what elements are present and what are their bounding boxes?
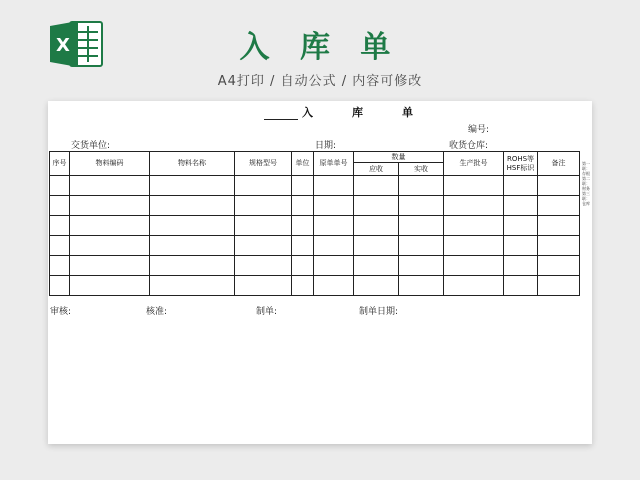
table-cell[interactable] — [538, 216, 580, 236]
header-name: 物料名称 — [150, 152, 235, 176]
table-cell[interactable] — [314, 216, 354, 236]
form-title-text: 入 库 单 — [302, 106, 427, 119]
table-cell[interactable] — [314, 176, 354, 196]
table-cell[interactable] — [354, 256, 399, 276]
table-row — [50, 236, 580, 256]
table-cell[interactable] — [504, 196, 538, 216]
table-row — [50, 196, 580, 216]
table-cell[interactable] — [538, 256, 580, 276]
table-cell[interactable] — [292, 176, 314, 196]
table-cell[interactable] — [399, 256, 444, 276]
table-cell[interactable] — [399, 276, 444, 296]
table-cell[interactable] — [235, 236, 292, 256]
date-label: 日期: — [315, 141, 337, 151]
table-cell[interactable] — [70, 176, 150, 196]
table-cell[interactable] — [538, 196, 580, 216]
table-cell[interactable] — [235, 176, 292, 196]
table-cell[interactable] — [444, 216, 504, 236]
header-unit: 单位 — [292, 152, 314, 176]
table-cell[interactable] — [292, 196, 314, 216]
table-cell[interactable] — [444, 176, 504, 196]
header-seq: 序号 — [50, 152, 70, 176]
header-orig-no: 原单单号 — [314, 152, 354, 176]
footer-approve-label: 核准: — [146, 307, 168, 317]
table-cell[interactable] — [70, 256, 150, 276]
table-cell[interactable] — [399, 216, 444, 236]
banner-title: 入 库 单 — [239, 30, 401, 65]
table-cell[interactable] — [399, 176, 444, 196]
inventory-table — [49, 151, 580, 296]
form-title — [264, 104, 427, 120]
table-cell[interactable] — [504, 176, 538, 196]
header-batch: 生产批号 — [444, 152, 504, 176]
table-cell[interactable] — [538, 176, 580, 196]
table-cell[interactable] — [354, 176, 399, 196]
table-cell[interactable] — [292, 256, 314, 276]
table-cell[interactable] — [504, 276, 538, 296]
table-cell[interactable] — [314, 196, 354, 216]
table-cell[interactable] — [444, 276, 504, 296]
table-cell[interactable] — [399, 236, 444, 256]
copy-distribution-note: 第一联：存根 第二联：财务 第三联：仓库 — [582, 161, 590, 206]
table-cell[interactable] — [444, 196, 504, 216]
table-cell[interactable] — [50, 236, 70, 256]
footer-make-date-label: 制单日期: — [359, 307, 399, 317]
table-cell[interactable] — [150, 276, 235, 296]
table-cell[interactable] — [538, 236, 580, 256]
header-qty: 数量 — [354, 152, 444, 163]
table-cell[interactable] — [354, 196, 399, 216]
table-cell[interactable] — [235, 256, 292, 276]
table-cell[interactable] — [504, 216, 538, 236]
table-cell[interactable] — [399, 196, 444, 216]
table-cell[interactable] — [50, 176, 70, 196]
table-cell[interactable] — [50, 256, 70, 276]
table-cell[interactable] — [150, 256, 235, 276]
header-qty-due: 应收 — [354, 163, 399, 176]
header-remark: 备注 — [538, 152, 580, 176]
table-cell[interactable] — [150, 216, 235, 236]
table-row — [50, 176, 580, 196]
table-row — [50, 216, 580, 236]
table-cell[interactable] — [70, 236, 150, 256]
table-cell[interactable] — [314, 276, 354, 296]
table-cell[interactable] — [314, 236, 354, 256]
table-cell[interactable] — [354, 236, 399, 256]
header-rohs: ROHS等HSF标识 — [504, 152, 538, 176]
table-row — [50, 276, 580, 296]
table-cell[interactable] — [50, 196, 70, 216]
footer-review-label: 审核: — [50, 307, 72, 317]
header-qty-actual: 实收 — [399, 163, 444, 176]
table-cell[interactable] — [504, 236, 538, 256]
table-row — [50, 256, 580, 276]
table-cell[interactable] — [150, 236, 235, 256]
form-sheet — [48, 101, 592, 444]
table-cell[interactable] — [150, 176, 235, 196]
table-cell[interactable] — [235, 216, 292, 236]
supplier-label: 交货单位: — [71, 141, 111, 151]
table-cell[interactable] — [444, 236, 504, 256]
table-cell[interactable] — [354, 276, 399, 296]
svg-text:X: X — [56, 35, 70, 56]
table-cell[interactable] — [150, 196, 235, 216]
table-cell[interactable] — [235, 196, 292, 216]
table-cell[interactable] — [50, 216, 70, 236]
footer-maker-label: 制单: — [256, 307, 278, 317]
table-cell[interactable] — [70, 196, 150, 216]
table-cell[interactable] — [292, 216, 314, 236]
header-code: 物料编码 — [70, 152, 150, 176]
table-cell[interactable] — [292, 276, 314, 296]
warehouse-label: 收货仓库: — [449, 141, 489, 151]
table-cell[interactable] — [504, 256, 538, 276]
table-cell[interactable] — [314, 256, 354, 276]
title-underline — [264, 109, 298, 120]
table-cell[interactable] — [538, 276, 580, 296]
table-cell[interactable] — [235, 276, 292, 296]
table-cell[interactable] — [50, 276, 70, 296]
header-spec: 规格型号 — [235, 152, 292, 176]
number-label: 编号: — [468, 125, 490, 135]
table-cell[interactable] — [70, 216, 150, 236]
banner-subtitle: A4打印 / 自动公式 / 内容可修改 — [217, 74, 423, 89]
table-cell[interactable] — [444, 256, 504, 276]
table-cell[interactable] — [70, 276, 150, 296]
table-cell[interactable] — [292, 236, 314, 256]
table-cell[interactable] — [354, 216, 399, 236]
